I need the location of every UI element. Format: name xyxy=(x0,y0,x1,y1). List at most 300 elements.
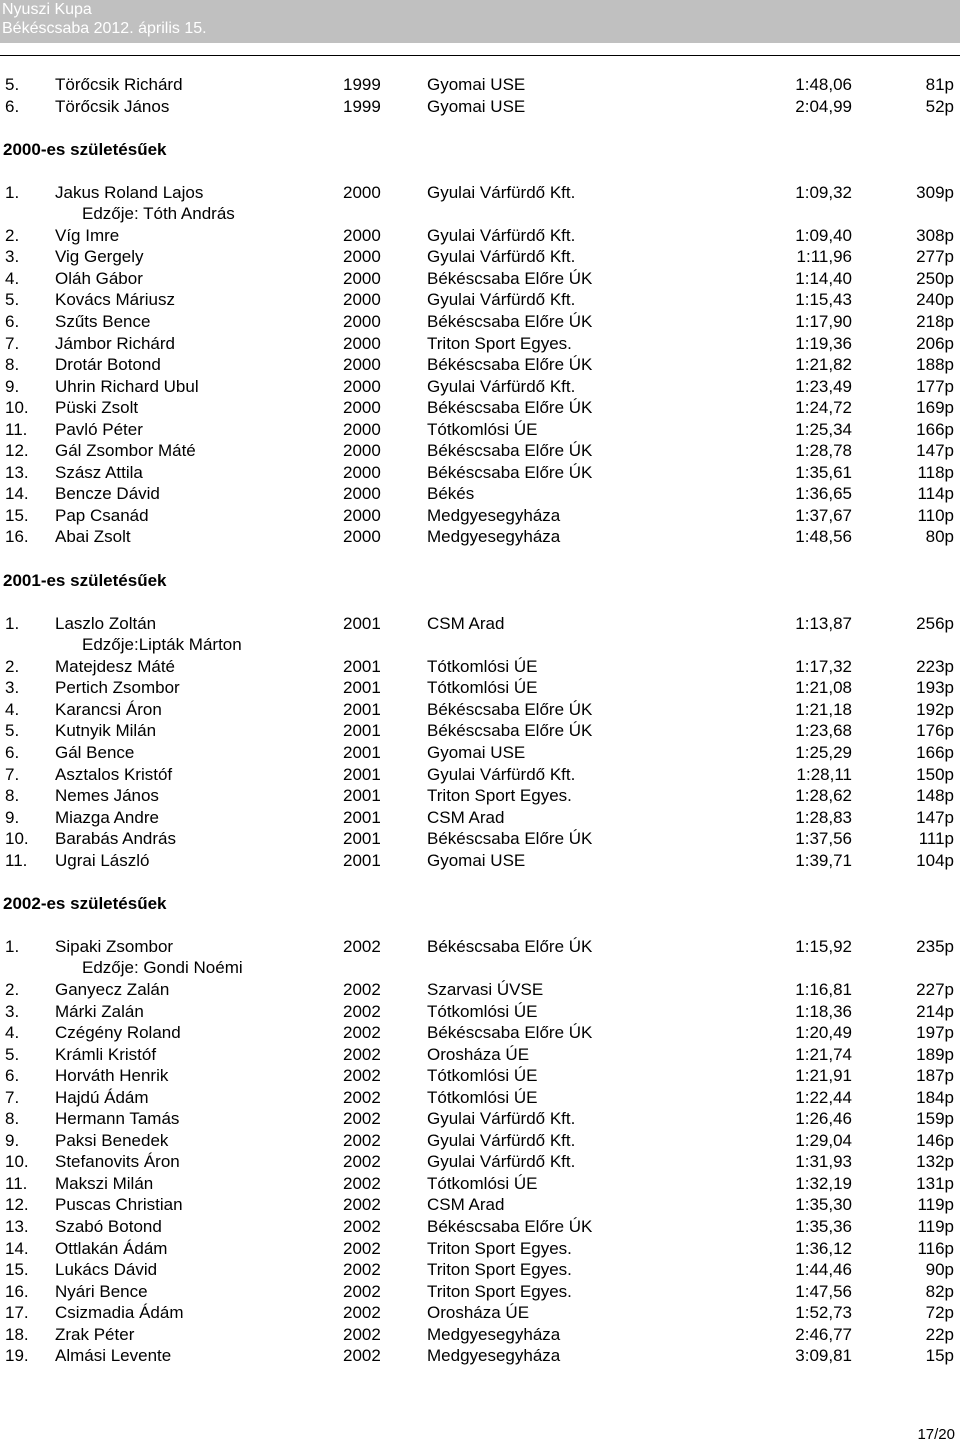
result-row xyxy=(0,936,960,958)
club-name: Tótkomlósi ÚE xyxy=(427,656,538,676)
club-name: Triton Sport Egyes. xyxy=(427,1281,572,1301)
club-name: Békéscsaba Előre ÚK xyxy=(427,1023,593,1043)
club-name: Békéscsaba Előre ÚK xyxy=(427,721,593,741)
result-row xyxy=(0,979,960,1001)
club-name: Békéscsaba Előre ÚK xyxy=(427,829,593,849)
athlete-name: Püski Zsolt xyxy=(55,398,139,418)
result-time: 1:21,91 xyxy=(795,1066,852,1086)
birth-year: 2000 xyxy=(343,419,381,439)
athlete-name: Jámbor Richárd xyxy=(55,333,175,353)
spacer xyxy=(0,591,960,613)
result-rank: 5. xyxy=(5,721,20,741)
result-rank: 4. xyxy=(5,699,20,719)
club-name: Békéscsaba Előre ÚK xyxy=(427,1216,593,1236)
result-row xyxy=(0,1216,960,1238)
club-name: Békéscsaba Előre ÚK xyxy=(427,355,593,375)
result-time: 1:23,49 xyxy=(795,376,852,396)
result-points: 227p xyxy=(916,979,954,999)
club-name: Gyulai Várfürdő Kft. xyxy=(427,247,576,267)
result-time: 1:21,74 xyxy=(795,1044,852,1064)
result-points: 132p xyxy=(916,1152,954,1172)
result-row xyxy=(0,74,960,96)
birth-year: 2000 xyxy=(343,182,381,202)
club-name: Triton Sport Egyes. xyxy=(427,1238,572,1258)
birth-year: 2002 xyxy=(343,979,381,999)
result-row xyxy=(0,246,960,268)
result-rank: 1. xyxy=(5,613,20,633)
result-rank: 4. xyxy=(5,1023,20,1043)
athlete-name: Sipaki Zsombor xyxy=(55,936,174,956)
result-points: 188p xyxy=(916,355,954,375)
athlete-name: Kutnyik Milán xyxy=(55,721,157,741)
athlete-name: Gál Zsombor Máté xyxy=(55,441,196,461)
result-rank: 15. xyxy=(5,1260,29,1280)
section-heading: 2001-es születésűek xyxy=(3,570,167,590)
result-points: 250p xyxy=(916,268,954,288)
result-time: 1:20,49 xyxy=(795,1023,852,1043)
result-row xyxy=(0,96,960,118)
result-rank: 14. xyxy=(5,484,29,504)
result-row xyxy=(0,419,960,441)
club-name: Triton Sport Egyes. xyxy=(427,1260,572,1280)
result-row xyxy=(0,483,960,505)
club-name: Gyulai Várfürdő Kft. xyxy=(427,1109,576,1129)
result-time: 1:28,11 xyxy=(796,764,852,784)
result-points: 159p xyxy=(916,1109,954,1129)
result-rank: 5. xyxy=(5,75,20,94)
club-name: Békéscsaba Előre ÚK xyxy=(427,398,593,418)
result-points: 114p xyxy=(917,484,954,504)
result-points: 111p xyxy=(918,829,954,849)
event-title: Nyuszi Kupa xyxy=(2,1,92,18)
birth-year: 2002 xyxy=(343,1109,381,1129)
result-rank: 6. xyxy=(5,96,20,116)
birth-year: 1999 xyxy=(343,96,381,116)
birth-year: 2001 xyxy=(343,656,381,676)
result-time: 1:39,71 xyxy=(795,850,852,870)
athlete-name: Ugrai László xyxy=(55,850,150,870)
result-row xyxy=(0,462,960,484)
result-points: 256p xyxy=(916,613,954,633)
header-divider xyxy=(0,55,960,56)
birth-year: 2002 xyxy=(343,936,381,956)
result-row xyxy=(0,1259,960,1281)
athlete-name: Pap Csanád xyxy=(55,505,149,525)
athlete-name: Ganyecz Zalán xyxy=(55,979,170,999)
result-rank: 10. xyxy=(5,829,29,849)
athlete-name: Márki Zalán xyxy=(55,1001,144,1021)
athlete-name: Puscas Christian xyxy=(55,1195,183,1215)
result-rank: 17. xyxy=(5,1303,29,1323)
spacer xyxy=(0,160,960,182)
birth-year: 2002 xyxy=(343,1260,381,1280)
birth-year: 2001 xyxy=(343,721,381,741)
result-points: 176p xyxy=(916,721,954,741)
club-name: Gyulai Várfürdő Kft. xyxy=(427,1130,576,1150)
result-time: 1:21,82 xyxy=(795,355,852,375)
result-time: 1:36,65 xyxy=(795,484,852,504)
result-time: 1:35,30 xyxy=(795,1195,852,1215)
result-time: 2:04,99 xyxy=(795,96,852,116)
result-row xyxy=(0,376,960,398)
birth-year: 2001 xyxy=(343,678,381,698)
athlete-name: Kovács Máriusz xyxy=(55,290,175,310)
athlete-name: Abai Zsolt xyxy=(55,527,131,547)
athlete-name: Uhrin Richard Ubul xyxy=(55,376,199,396)
result-time: 1:48,56 xyxy=(795,527,852,547)
result-row xyxy=(0,1130,960,1152)
result-time: 1:16,81 xyxy=(795,979,852,999)
result-rank: 5. xyxy=(5,290,20,310)
result-points: 189p xyxy=(916,1044,954,1064)
result-rank: 12. xyxy=(5,441,29,461)
club-name: Tótkomlósi ÚE xyxy=(427,419,538,439)
result-rank: 2. xyxy=(5,656,20,676)
spacer xyxy=(0,548,960,570)
club-name: CSM Arad xyxy=(427,807,505,827)
result-rank: 7. xyxy=(5,764,20,784)
result-rank: 18. xyxy=(5,1324,29,1344)
birth-year: 2001 xyxy=(343,850,381,870)
club-name: Gyulai Várfürdő Kft. xyxy=(427,376,576,396)
result-row xyxy=(0,720,960,742)
result-row xyxy=(0,333,960,355)
result-row xyxy=(0,1238,960,1260)
page-header xyxy=(0,0,960,43)
result-points: 146p xyxy=(916,1130,954,1150)
birth-year: 2002 xyxy=(343,1303,381,1323)
result-points: 223p xyxy=(916,656,954,676)
club-name: Triton Sport Egyes. xyxy=(427,786,572,806)
birth-year: 2002 xyxy=(343,1324,381,1344)
birth-year: 2000 xyxy=(343,484,381,504)
result-points: 131p xyxy=(916,1173,954,1193)
spacer xyxy=(0,914,960,936)
athlete-name: Nemes János xyxy=(55,786,159,806)
coach-name: Edzője: Tóth András xyxy=(82,204,235,224)
athlete-name: Szász Attila xyxy=(55,462,143,482)
coach-note xyxy=(0,957,960,979)
result-rank: 1. xyxy=(5,936,20,956)
club-name: Tótkomlósi ÚE xyxy=(427,1173,538,1193)
athlete-name: Gál Bence xyxy=(55,742,135,762)
athlete-name: Ottlakán Ádám xyxy=(55,1238,168,1258)
coach-note xyxy=(0,634,960,656)
club-name: Gyomai USE xyxy=(427,96,526,116)
result-time: 1:37,56 xyxy=(795,829,852,849)
birth-year: 2002 xyxy=(343,1281,381,1301)
athlete-name: Csizmadia Ádám xyxy=(55,1303,184,1323)
result-rank: 1. xyxy=(5,182,20,202)
result-time: 1:19,36 xyxy=(795,333,852,353)
club-name: Tótkomlósi ÚE xyxy=(427,1001,538,1021)
athlete-name: Zrak Péter xyxy=(55,1324,135,1344)
result-row xyxy=(0,526,960,548)
result-points: 187p xyxy=(916,1066,954,1086)
result-rank: 19. xyxy=(5,1346,29,1366)
result-rank: 12. xyxy=(5,1195,29,1215)
result-row xyxy=(0,1302,960,1324)
birth-year: 2000 xyxy=(343,462,381,482)
result-row xyxy=(0,268,960,290)
birth-year: 2000 xyxy=(343,268,381,288)
result-time: 1:24,72 xyxy=(795,398,852,418)
result-points: 240p xyxy=(916,290,954,310)
athlete-name: Szűts Bence xyxy=(55,312,151,332)
result-time: 1:28,83 xyxy=(795,807,852,827)
result-points: 119p xyxy=(917,1216,954,1236)
result-row xyxy=(0,1022,960,1044)
club-name: CSM Arad xyxy=(427,613,505,633)
result-points: 214p xyxy=(916,1001,954,1021)
birth-year: 2000 xyxy=(343,376,381,396)
result-row xyxy=(0,613,960,635)
club-name: CSM Arad xyxy=(427,1195,505,1215)
club-name: Gyulai Várfürdő Kft. xyxy=(427,290,576,310)
club-name: Gyulai Várfürdő Kft. xyxy=(427,225,576,245)
result-rank: 4. xyxy=(5,268,20,288)
birth-year: 2000 xyxy=(343,247,381,267)
result-time: 1:35,36 xyxy=(795,1216,852,1236)
coach-note xyxy=(0,203,960,225)
birth-year: 2002 xyxy=(343,1130,381,1150)
section-heading: 2000-es születésűek xyxy=(3,139,167,159)
result-points: 116p xyxy=(917,1238,954,1258)
result-row xyxy=(0,699,960,721)
result-row xyxy=(0,1087,960,1109)
club-name: Gyulai Várfürdő Kft. xyxy=(427,1152,576,1172)
result-row xyxy=(0,1001,960,1023)
result-rank: 14. xyxy=(5,1238,29,1258)
result-row xyxy=(0,1173,960,1195)
athlete-name: Víg Imre xyxy=(55,225,120,245)
result-points: 277p xyxy=(916,247,954,267)
result-rank: 8. xyxy=(5,355,20,375)
result-points: 184p xyxy=(916,1087,954,1107)
result-time: 1:25,34 xyxy=(795,419,852,439)
result-points: 166p xyxy=(916,742,954,762)
result-points: 82p xyxy=(925,1281,954,1301)
club-name: Gyulai Várfürdő Kft. xyxy=(427,182,576,202)
athlete-name: Paksi Benedek xyxy=(55,1130,169,1150)
result-points: 218p xyxy=(916,312,954,332)
result-points: 147p xyxy=(916,441,954,461)
result-time: 1:09,40 xyxy=(795,225,852,245)
birth-year: 2000 xyxy=(343,225,381,245)
result-rank: 7. xyxy=(5,333,20,353)
athlete-name: Törőcsik Richárd xyxy=(55,75,183,94)
club-name: Tótkomlósi ÚE xyxy=(427,678,538,698)
result-time: 1:37,67 xyxy=(795,505,852,525)
result-points: 52p xyxy=(925,96,954,116)
club-name: Gyomai USE xyxy=(427,850,526,870)
athlete-name: Szabó Botond xyxy=(55,1216,162,1236)
birth-year: 2002 xyxy=(343,1044,381,1064)
result-points: 150p xyxy=(916,764,954,784)
result-time: 1:35,61 xyxy=(795,462,852,482)
birth-year: 2000 xyxy=(343,333,381,353)
athlete-name: Hermann Tamás xyxy=(55,1109,180,1129)
club-name: Gyomai USE xyxy=(427,742,526,762)
result-time: 1:26,46 xyxy=(795,1109,852,1129)
result-time: 1:29,04 xyxy=(795,1130,852,1150)
athlete-name: Almási Levente xyxy=(55,1346,172,1366)
result-rank: 6. xyxy=(5,1066,20,1086)
result-points: 192p xyxy=(916,699,954,719)
result-time: 1:28,62 xyxy=(795,786,852,806)
result-points: 81p xyxy=(925,75,954,94)
result-time: 1:23,68 xyxy=(795,721,852,741)
result-rank: 11. xyxy=(5,1173,28,1193)
result-rank: 10. xyxy=(5,1152,29,1172)
athlete-name: Oláh Gábor xyxy=(55,268,143,288)
club-name: Gyulai Várfürdő Kft. xyxy=(427,764,576,784)
result-row xyxy=(0,1324,960,1346)
result-rank: 7. xyxy=(5,1087,20,1107)
club-name: Békéscsaba Előre ÚK xyxy=(427,441,593,461)
athlete-name: Lukács Dávid xyxy=(55,1260,158,1280)
result-row xyxy=(0,289,960,311)
result-points: 193p xyxy=(916,678,954,698)
result-points: 80p xyxy=(925,527,954,547)
club-name: Tótkomlósi ÚE xyxy=(427,1087,538,1107)
result-time: 3:09,81 xyxy=(795,1346,852,1366)
birth-year: 2000 xyxy=(343,290,381,310)
club-name: Gyomai USE xyxy=(427,75,526,94)
club-name: Békéscsaba Előre ÚK xyxy=(427,462,593,482)
result-row xyxy=(0,807,960,829)
birth-year: 2002 xyxy=(343,1216,381,1236)
result-rank: 2. xyxy=(5,979,20,999)
athlete-name: Horváth Henrik xyxy=(55,1066,169,1086)
birth-year: 2002 xyxy=(343,1195,381,1215)
result-row xyxy=(0,311,960,333)
result-row xyxy=(0,1065,960,1087)
result-rank: 3. xyxy=(5,247,20,267)
result-rank: 8. xyxy=(5,786,20,806)
result-rank: 9. xyxy=(5,1130,20,1150)
result-time: 1:22,44 xyxy=(795,1087,852,1107)
result-row xyxy=(0,677,960,699)
club-name: Orosháza ÚE xyxy=(427,1044,530,1064)
result-rank: 9. xyxy=(5,376,20,396)
athlete-name: Miazga Andre xyxy=(55,807,159,827)
athlete-name: Drotár Botond xyxy=(55,355,161,375)
result-time: 1:28,78 xyxy=(795,441,852,461)
result-rank: 9. xyxy=(5,807,20,827)
result-points: 22p xyxy=(925,1324,954,1344)
result-points: 206p xyxy=(916,333,954,353)
results-list xyxy=(0,74,960,1367)
birth-year: 2000 xyxy=(343,355,381,375)
result-row xyxy=(0,828,960,850)
result-row xyxy=(0,1194,960,1216)
birth-year: 2000 xyxy=(343,312,381,332)
club-name: Szarvasi ÚVSE xyxy=(427,979,544,999)
result-points: 308p xyxy=(916,225,954,245)
result-rank: 6. xyxy=(5,312,20,332)
result-points: 104p xyxy=(916,850,954,870)
result-points: 72p xyxy=(925,1303,954,1323)
result-rank: 10. xyxy=(5,398,29,418)
result-time: 1:31,93 xyxy=(795,1152,852,1172)
result-time: 2:46,77 xyxy=(795,1324,852,1344)
result-rank: 3. xyxy=(5,1001,20,1021)
result-time: 1:36,12 xyxy=(795,1238,852,1258)
result-points: 147p xyxy=(916,807,954,827)
birth-year: 2001 xyxy=(343,613,381,633)
result-row xyxy=(0,742,960,764)
result-time: 1:11,96 xyxy=(796,247,852,267)
result-row xyxy=(0,1044,960,1066)
result-row xyxy=(0,225,960,247)
athlete-name: Pavló Péter xyxy=(55,419,143,439)
result-rank: 2. xyxy=(5,225,20,245)
club-name: Triton Sport Egyes. xyxy=(427,333,572,353)
club-name: Békéscsaba Előre ÚK xyxy=(427,268,593,288)
result-rank: 13. xyxy=(5,1216,29,1236)
athlete-name: Matejdesz Máté xyxy=(55,656,175,676)
result-row xyxy=(0,1281,960,1303)
result-points: 169p xyxy=(916,398,954,418)
birth-year: 2002 xyxy=(343,1001,381,1021)
result-rank: 16. xyxy=(5,527,29,547)
result-time: 1:48,06 xyxy=(795,75,852,94)
result-rank: 15. xyxy=(5,505,29,525)
result-points: 118p xyxy=(917,462,954,482)
birth-year: 2002 xyxy=(343,1152,381,1172)
result-row xyxy=(0,354,960,376)
athlete-name: Stefanovits Áron xyxy=(55,1152,180,1172)
result-points: 90p xyxy=(925,1260,954,1280)
coach-name: Edzője: Gondi Noémi xyxy=(82,958,243,978)
result-row xyxy=(0,1345,960,1367)
result-rank: 8. xyxy=(5,1109,20,1129)
result-time: 1:13,87 xyxy=(795,613,852,633)
result-time: 1:44,46 xyxy=(795,1260,852,1280)
result-time: 1:17,90 xyxy=(795,312,852,332)
club-name: Medgyesegyháza xyxy=(427,527,561,547)
result-rank: 3. xyxy=(5,678,20,698)
result-time: 1:18,36 xyxy=(795,1001,852,1021)
result-row xyxy=(0,850,960,872)
result-row xyxy=(0,397,960,419)
birth-year: 2002 xyxy=(343,1023,381,1043)
result-time: 1:47,56 xyxy=(795,1281,852,1301)
athlete-name: Asztalos Kristóf xyxy=(55,764,173,784)
result-row xyxy=(0,182,960,204)
athlete-name: Pertich Zsombor xyxy=(55,678,180,698)
club-name: Békéscsaba Előre ÚK xyxy=(427,699,593,719)
result-time: 1:15,43 xyxy=(795,290,852,310)
athlete-name: Krámli Kristóf xyxy=(55,1044,157,1064)
result-time: 1:25,29 xyxy=(795,742,852,762)
event-place-date: Békéscsaba 2012. április 15. xyxy=(2,20,207,37)
athlete-name: Makszi Milán xyxy=(55,1173,154,1193)
athlete-name: Nyári Bence xyxy=(55,1281,148,1301)
athlete-name: Hajdú Ádám xyxy=(55,1087,149,1107)
birth-year: 2000 xyxy=(343,505,381,525)
athlete-name: Bencze Dávid xyxy=(55,484,160,504)
result-time: 1:32,19 xyxy=(795,1173,852,1193)
club-name: Békés xyxy=(427,484,475,504)
birth-year: 2002 xyxy=(343,1238,381,1258)
result-points: 166p xyxy=(916,419,954,439)
birth-year: 2001 xyxy=(343,742,381,762)
spacer xyxy=(0,871,960,893)
birth-year: 2001 xyxy=(343,807,381,827)
athlete-name: Barabás András xyxy=(55,829,176,849)
